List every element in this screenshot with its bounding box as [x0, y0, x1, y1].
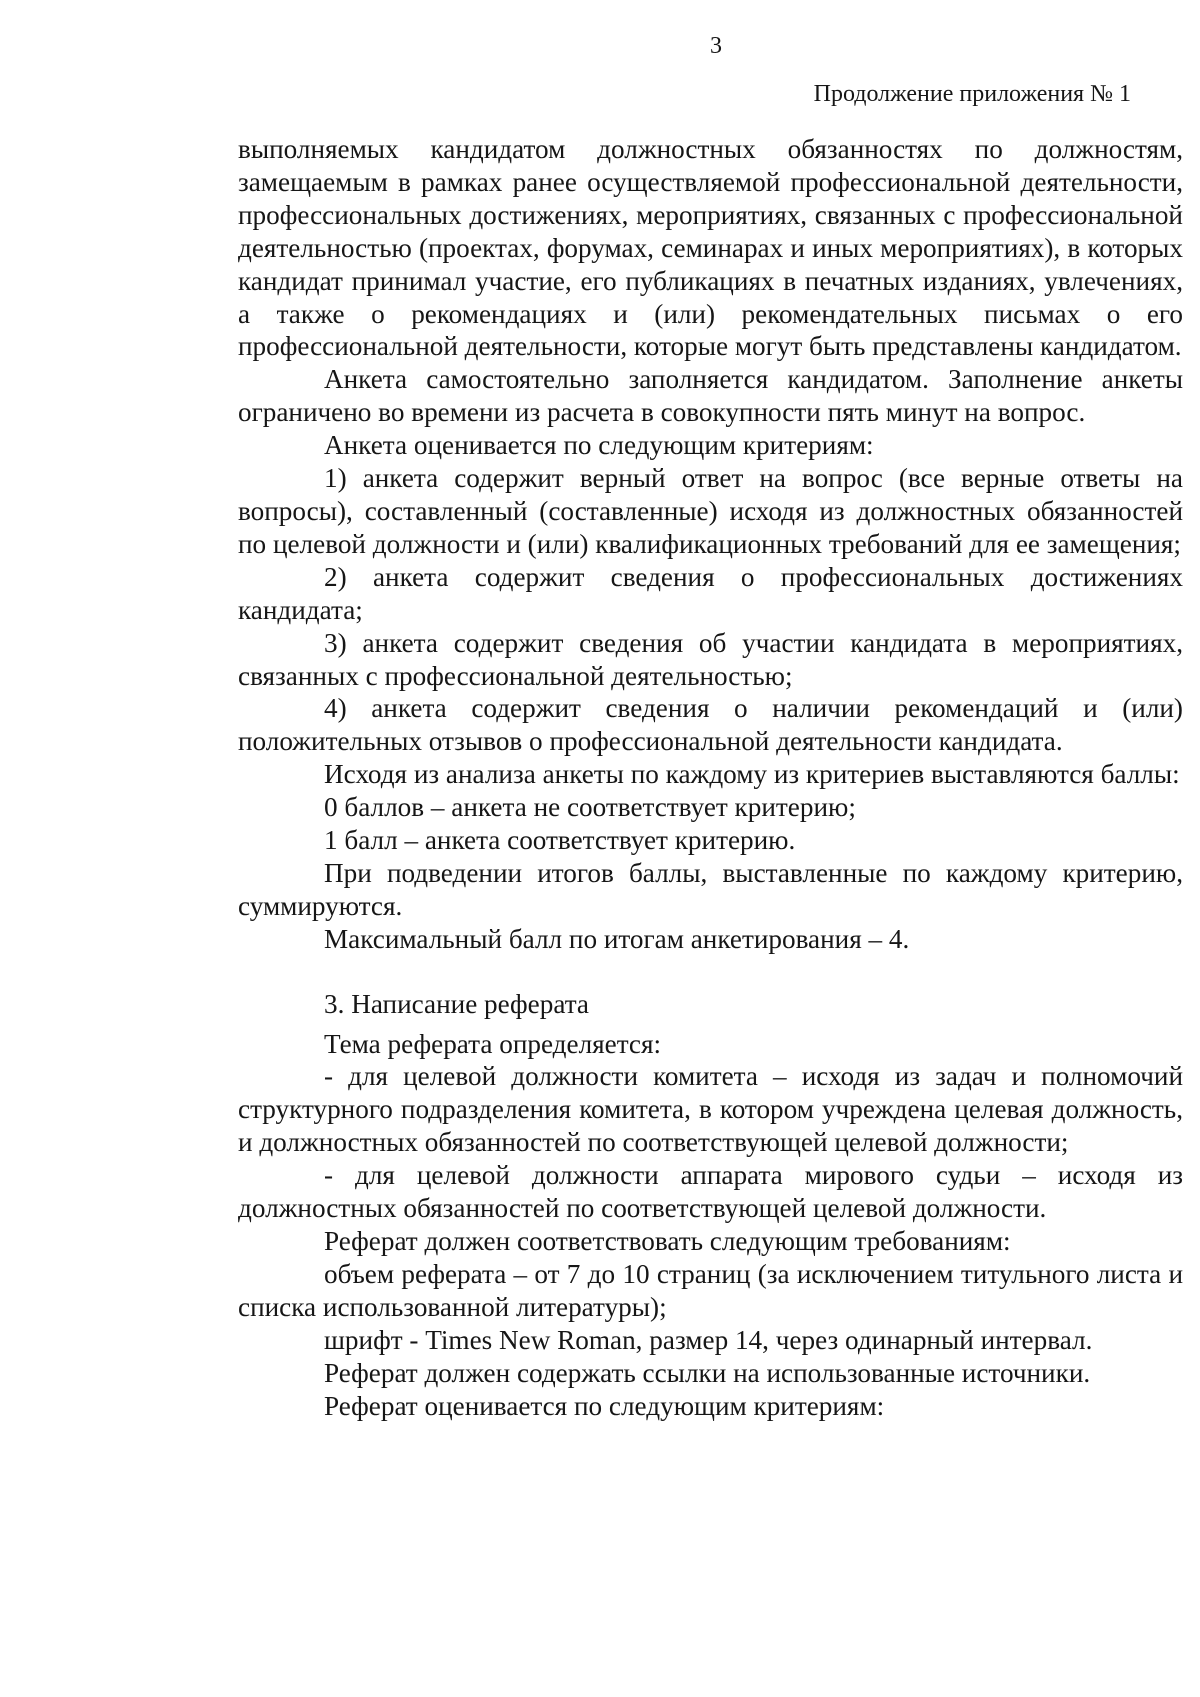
- paragraph-score-summation: При подведении итогов баллы, выставленные по каждому критерию, суммируются.: [238, 857, 1183, 921]
- paragraph-essay-references: Реферат должен содержать ссылки на использованные источники.: [324, 1357, 1091, 1388]
- paragraph-scoring-intro: Исходя из анализа анкеты по каждому из критериев выставляются баллы:: [324, 759, 1180, 790]
- paragraph-max-score: Максимальный балл по итогам анкетирования – 4.: [324, 923, 910, 954]
- essay-requirement-font: шрифт - Times New Roman, размер 14, через одинарный интервал.: [324, 1324, 1093, 1355]
- paragraph-questionnaire-filling: Анкета самостоятельно заполняется кандидатом. Заполнение анкеты ограничено во времени из расчета в совокупности пять минут на вопрос.: [238, 364, 1183, 428]
- essay-topic-committee: - для целевой должности комитета – исходя из задач и полномочий структурного подразделения комитета, в котором учреждена целевая должность, и должностных обязанностей по соответствующей целевой должности;: [238, 1061, 1183, 1158]
- score-zero: 0 баллов – анкета не соответствует критерию;: [324, 792, 856, 823]
- section-heading-essay: 3. Написание реферата: [324, 988, 589, 1019]
- essay-topic-magistrate: - для целевой должности аппарата мирового судьи – исходя из должностных обязанностей по соответствующей целевой должности.: [238, 1160, 1183, 1224]
- essay-requirement-volume: объем реферата – от 7 до 10 страниц (за исключением титульного листа и списка использованной литературы);: [238, 1258, 1183, 1322]
- paragraph-essay-criteria-intro: Реферат оценивается по следующим критериям:: [324, 1390, 885, 1421]
- paragraph-essay-requirements-intro: Реферат должен соответствовать следующим требованиям:: [324, 1226, 1011, 1256]
- page-number: 3: [710, 33, 722, 59]
- paragraph-questionnaire-content: выполняемых кандидатом должностных обязанностях по должностям, замещаемым в рамках ранее осуществляемой профессиональной деятельности, профессиональных достижениях, мероприятиях, связанных с профессиональной деятельностью (проектах, форумах, семинарах и иных мероприятиях), в которых кандидат принимал участие, его публикациях в печатных изданиях, увлечениях, а также о рекомендациях и (или) рекомендательных письмах о его профессиональной деятельности, которые могут быть представлены кандидатом.: [238, 134, 1183, 362]
- criterion-4: 4) анкета содержит сведения о наличии рекомендаций и (или) положительных отзывов о профессиональной деятельности кандидата.: [238, 693, 1183, 757]
- criterion-2: 2) анкета содержит сведения о профессиональных достижениях кандидата;: [238, 561, 1183, 625]
- paragraph-questionnaire-criteria-intro: Анкета оценивается по следующим критериям:: [324, 430, 874, 461]
- paragraph-essay-topic-intro: Тема реферата определяется:: [324, 1028, 662, 1059]
- criterion-1: 1) анкета содержит верный ответ на вопрос (все верные ответы на вопросы), составленный (составленные) исходя из должностных обязанностей по целевой должности и (или) квалификационных требований для ее замещения;: [238, 463, 1183, 559]
- score-one: 1 балл – анкета соответствует критерию.: [324, 825, 796, 856]
- criterion-3: 3) анкета содержит сведения об участии кандидата в мероприятиях, связанных с профессиональной деятельностью;: [238, 627, 1183, 691]
- document-body: [238, 133, 1183, 1422]
- appendix-continuation-label: Продолжение приложения № 1: [813, 81, 1131, 107]
